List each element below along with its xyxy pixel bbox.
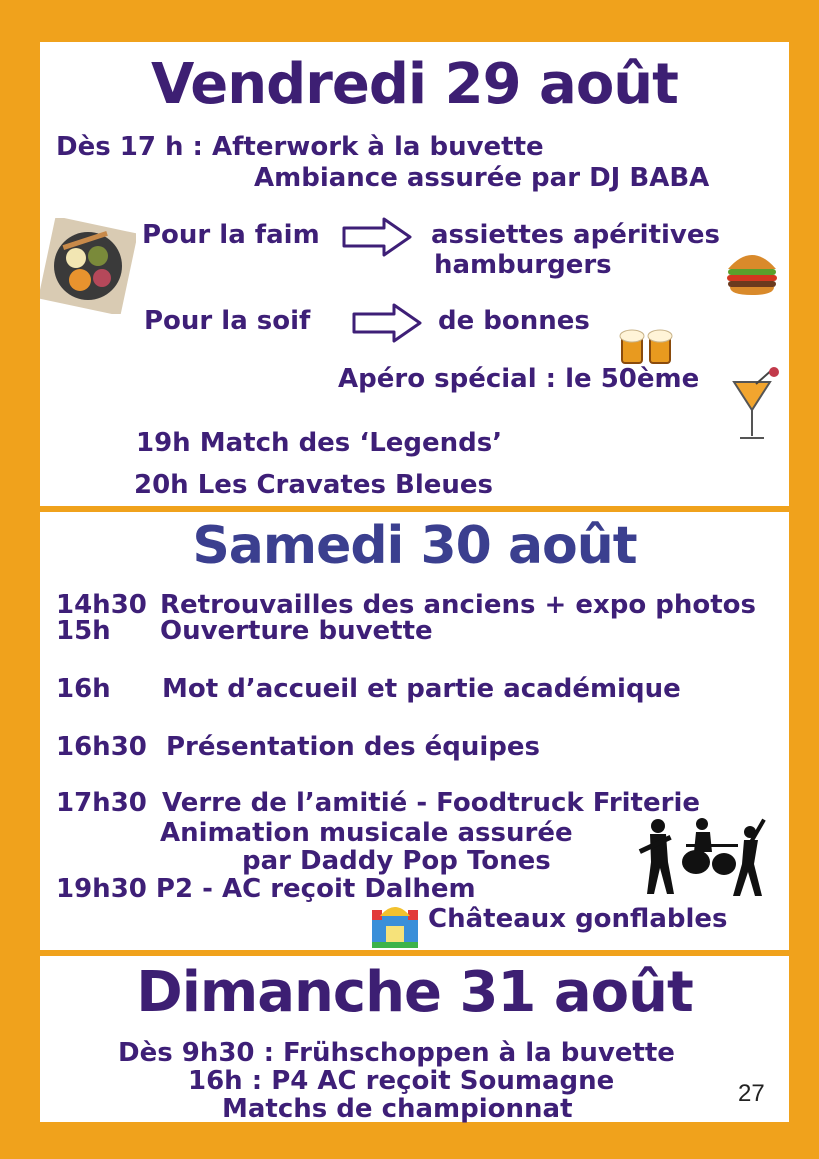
championnat-line: Matchs de championnat: [222, 1094, 573, 1124]
saturday-section: [40, 512, 789, 950]
text-buvette: Ouverture buvette: [160, 616, 433, 646]
fruhschoppen-line: Dès 9h30 : Frühschoppen à la buvette: [118, 1038, 675, 1068]
time-1730: 17h30: [56, 788, 147, 818]
beer-mugs-icon: [618, 327, 678, 367]
sunday-title: Dimanche 31 août: [136, 960, 693, 1025]
apero-special: Apéro spécial : le 50ème: [338, 364, 700, 394]
band-silhouette-icon: [636, 812, 776, 902]
time-1430: 14h30: [56, 590, 147, 620]
dj-line: Ambiance assurée par DJ BABA: [254, 163, 710, 193]
page-number: 27: [738, 1080, 765, 1107]
text-retrouvailles: Retrouvailles des anciens + expo photos: [160, 590, 757, 620]
cocktail-glass-icon: [730, 364, 782, 444]
aperitif-platter-icon: [40, 218, 136, 314]
friday-section: [40, 42, 789, 506]
event-legends: 19h Match des ‘Legends’: [136, 428, 503, 458]
music-line-2: par Daddy Pop Tones: [242, 846, 551, 876]
afterwork-line: Dès 17 h : Afterwork à la buvette: [56, 132, 544, 162]
hunger-label: Pour la faim: [142, 220, 320, 250]
event-cravates: 20h Les Cravates Bleues: [134, 470, 493, 500]
time-15h: 15h: [56, 616, 111, 646]
hunger-item-burgers: hamburgers: [434, 250, 612, 280]
hunger-item-plates: assiettes apéritives: [431, 220, 720, 250]
thirst-label: Pour la soif: [144, 306, 311, 336]
text-equipes: Présentation des équipes: [166, 732, 541, 762]
soumagne-line: 16h : P4 AC reçoit Soumagne: [188, 1066, 615, 1096]
text-amitie: Verre de l’amitié - Foodtruck Friterie: [162, 788, 700, 818]
right-arrow-icon: [352, 302, 424, 344]
friday-title: Vendredi 29 août: [151, 52, 678, 117]
match-dalhem: 19h30 P2 - AC reçoit Dalhem: [56, 874, 476, 904]
time-16h: 16h: [56, 674, 111, 704]
sunday-section: [40, 956, 789, 1122]
time-1630: 16h30: [56, 732, 147, 762]
thirst-item: de bonnes: [438, 306, 590, 336]
right-arrow-icon: [342, 216, 414, 258]
bouncy-castles: Châteaux gonflables: [428, 904, 728, 934]
bouncy-castle-icon: [368, 898, 422, 950]
saturday-title: Samedi 30 août: [192, 516, 637, 576]
text-accueil: Mot d’accueil et partie académique: [162, 674, 681, 704]
music-line-1: Animation musicale assurée: [160, 818, 573, 848]
hamburger-icon: [724, 247, 780, 297]
